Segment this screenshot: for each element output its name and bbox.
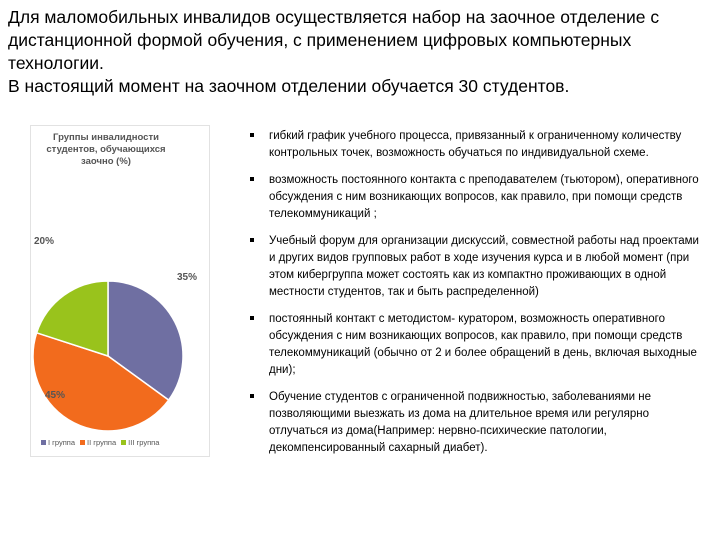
list-item-text: Обучение студентов с ограниченной подвижностью, заболеваниями не позволяющими выезжать из дома на длительное время или регулярно отлучаться из дома(Например: нервно-психические патологии, декомпенсированный сахарный диабет). <box>269 391 652 454</box>
legend-label-1: I группа <box>48 438 76 447</box>
bullet-marker <box>250 238 254 242</box>
list-item <box>250 311 705 379</box>
bullet-marker <box>250 394 254 398</box>
list-item-text: возможность постоянного контакта с преподавателем (тьютором), оперативного обсуждения с ним возникающих вопросов, как правило, при помощи средств телекоммуникаций ; <box>269 174 699 220</box>
feature-list <box>250 128 705 467</box>
list-item <box>250 389 705 457</box>
slice-label-1: 35% <box>177 272 198 283</box>
heading-paragraph-1: Для маломобильных инвалидов осуществляется набор на заочное отделение с дистанционной формой обучения, с применением цифровых компьютерных технологии. <box>8 7 660 73</box>
bullet-marker <box>250 316 254 320</box>
bullet-marker <box>250 133 254 137</box>
legend-label-3: III группа <box>128 438 160 447</box>
chart-title: Группы инвалидности студентов, обучающихся заочно (%) <box>46 132 166 167</box>
list-item <box>250 128 705 162</box>
list-item-text: постоянный контакт с методистом- куратором, возможность оперативного обсуждения с ним возникающих вопросов, как правило, при помощи средств телекоммуникаций (обычно от 2 и более обращений в день, включая выходные дни); <box>269 313 697 376</box>
heading-paragraph-2: В настоящий момент на заочном отделении обучается 30 студентов. <box>8 76 570 96</box>
slide-heading <box>8 6 712 98</box>
pie-chart <box>30 125 210 457</box>
list-item-text: гибкий график учебного процесса, привязанный к ограниченному количеству контрольных точек, возможность обучаться по индивидуальной схеме. <box>269 130 682 159</box>
pie-svg <box>31 126 209 456</box>
legend-swatch-2 <box>80 440 85 445</box>
legend-item-1 <box>41 438 75 447</box>
list-item-text: Учебный форум для организации дискуссий, совместной работы над проектами и других видов групповых работ в ходе изучения курса и в любой момент (при этом кибергруппа может состоять как из компактно проживающих в одной местности студентов, так и быть распределенной) <box>269 235 699 298</box>
legend-label-2: II группа <box>87 438 117 447</box>
chart-legend <box>41 438 159 447</box>
list-item <box>250 233 705 301</box>
bullet-marker <box>250 177 254 181</box>
slice-label-2: 45% <box>45 390 66 401</box>
legend-item-2 <box>80 438 116 447</box>
legend-item-3 <box>121 438 159 447</box>
list-item <box>250 172 705 223</box>
slice-label-3: 20% <box>34 236 55 247</box>
legend-swatch-1 <box>41 440 46 445</box>
legend-swatch-3 <box>121 440 126 445</box>
